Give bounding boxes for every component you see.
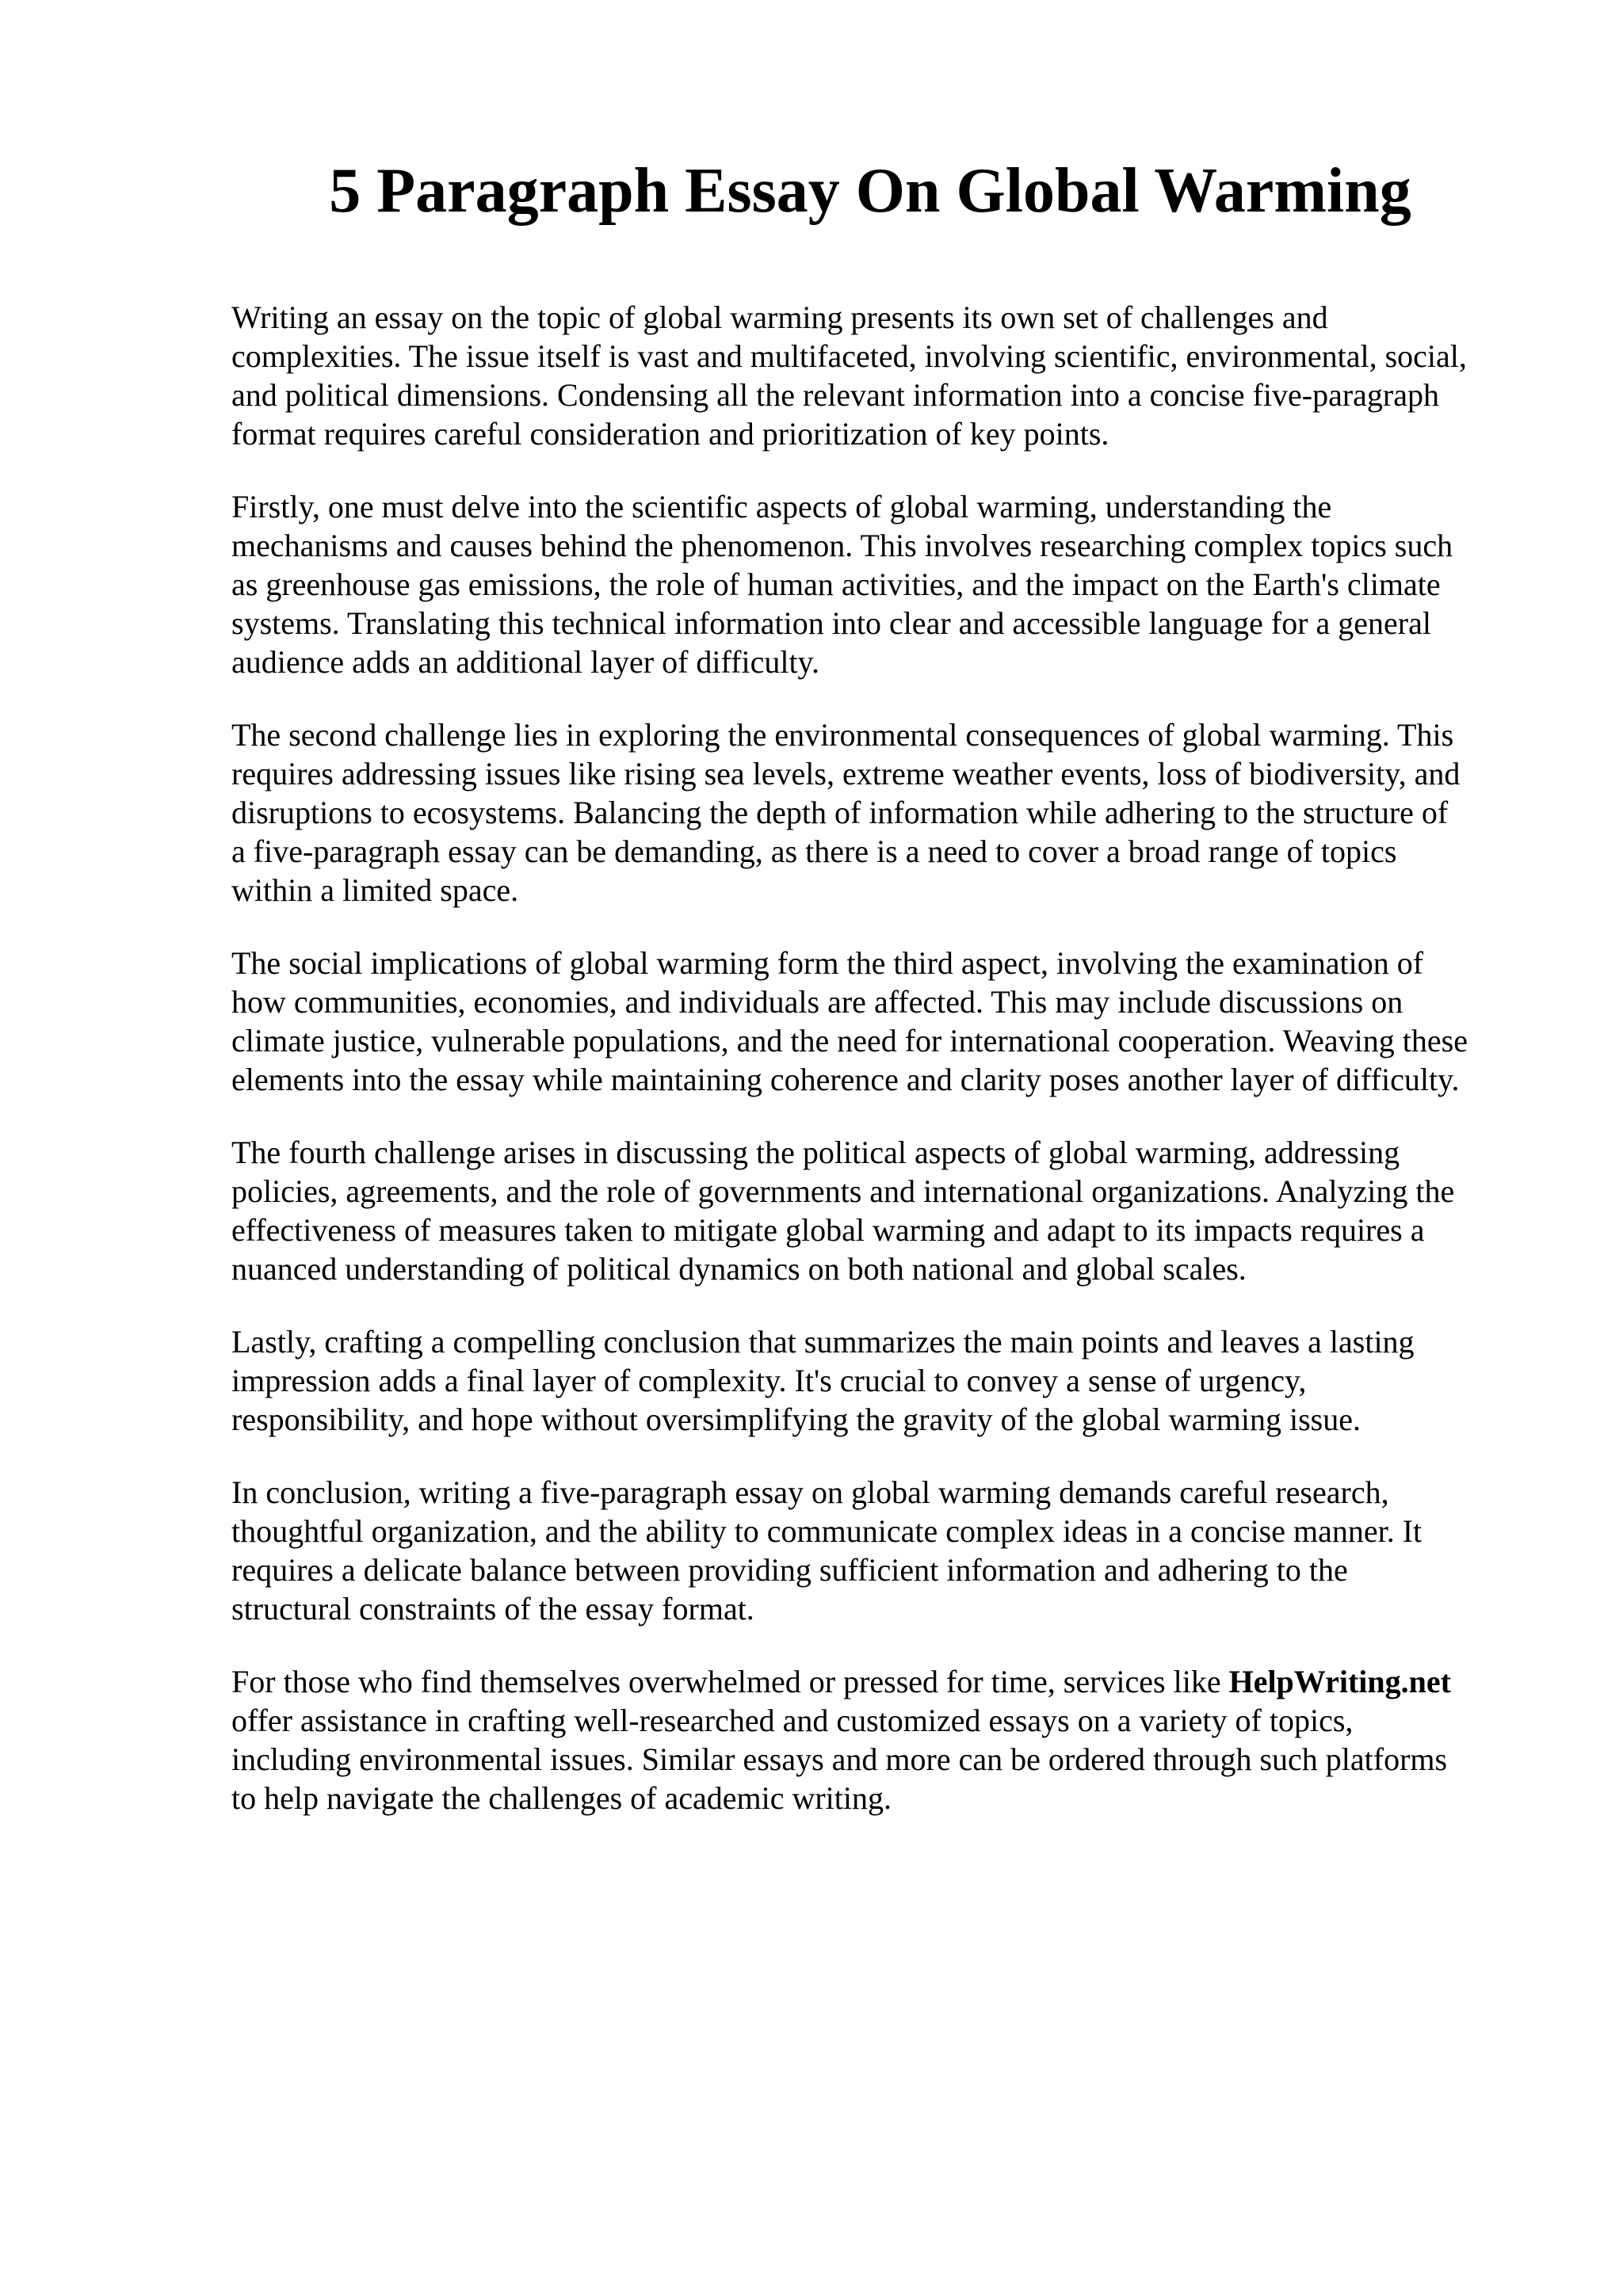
text-line: mechanisms and causes behind the phenomenon. This involves researching complex topics such [231,528,1453,563]
paragraph-intro [231,298,1531,453]
text-line: to help navigate the challenges of academic writing. [231,1780,892,1816]
text-line: Lastly, crafting a compelling conclusion that summarizes the main points and leaves a lasting [231,1324,1415,1360]
paragraph-services [231,1662,1531,1817]
services-intro-text: For those who find themselves overwhelmed or pressed for time, services like [231,1664,1229,1699]
text-line: climate justice, vulnerable populations, and the need for international cooperation. Weaving these [231,1023,1468,1058]
text-line: within a limited space. [231,872,519,908]
text-line: a five-paragraph essay can be demanding, as there is a need to cover a broad range of topics [231,833,1397,869]
paragraph-political [231,1133,1531,1288]
text-line: audience adds an additional layer of difficulty. [231,644,819,680]
text-line: format requires careful consideration and prioritization of key points. [231,416,1109,452]
text-line: as greenhouse gas emissions, the role of human activities, and the impact on the Earth's climate [231,566,1441,602]
text-line: requires addressing issues like rising sea levels, extreme weather events, loss of biodiversity, and [231,756,1461,791]
document-title: 5 Paragraph Essay On Global Warming [329,156,1411,226]
text-line: effectiveness of measures taken to mitigate global warming and adapt to its impacts requires a [231,1212,1425,1248]
text-line: requires a delicate balance between providing sufficient information and adhering to the [231,1552,1348,1588]
text-line: complexities. The issue itself is vast and multifaceted, involving scientific, environmental, social, [231,338,1467,374]
text-line: structural constraints of the essay format. [231,1591,754,1627]
text-line: responsibility, and hope without oversimplifying the gravity of the global warming issue. [231,1402,1361,1437]
text-line: elements into the essay while maintaining coherence and clarity poses another layer of difficulty. [231,1062,1460,1097]
text-line: Writing an essay on the topic of global warming presents its own set of challenges and [231,299,1328,335]
text-line: impression adds a final layer of complexity. It's crucial to convey a sense of urgency, [231,1363,1307,1398]
paragraph-scientific [231,487,1531,681]
text-line [231,1662,1531,1701]
text-line: thoughtful organization, and the ability to communicate complex ideas in a concise manner. It [231,1513,1423,1549]
text-line: offer assistance in crafting well-researched and customized essays on a variety of topics, [231,1703,1354,1738]
paragraph-social [231,944,1531,1099]
text-line: including environmental issues. Similar essays and more can be ordered through such platforms [231,1741,1448,1777]
paragraph-in-conclusion [231,1473,1531,1628]
text-line: The social implications of global warming form the third aspect, involving the examination of [231,945,1424,981]
text-line: The fourth challenge arises in discussing the political aspects of global warming, addressing [231,1135,1400,1170]
text-line: disruptions to ecosystems. Balancing the depth of information while adhering to the structure of [231,795,1449,830]
text-line: Firstly, one must delve into the scientific aspects of global warming, understanding the [231,489,1332,524]
text-line: how communities, economies, and individuals are affected. This may include discussions on [231,984,1403,1020]
text-line: nuanced understanding of political dynamics on both national and global scales. [231,1251,1247,1287]
paragraph-conclusion-crafting [231,1322,1531,1439]
paragraph-environmental [231,715,1531,910]
text-line: The second challenge lies in exploring the environmental consequences of global warming. This [231,717,1454,753]
document-body [231,298,1531,1852]
brand-name: HelpWriting.net [1228,1664,1451,1699]
text-line: policies, agreements, and the role of governments and international organizations. Analyzing the [231,1173,1455,1209]
text-line: and political dimensions. Condensing all the relevant information into a concise five-paragraph [231,377,1440,413]
text-line: In conclusion, writing a five-paragraph essay on global warming demands careful research, [231,1474,1389,1510]
text-line: systems. Translating this technical information into clear and accessible language for a general [231,605,1431,641]
